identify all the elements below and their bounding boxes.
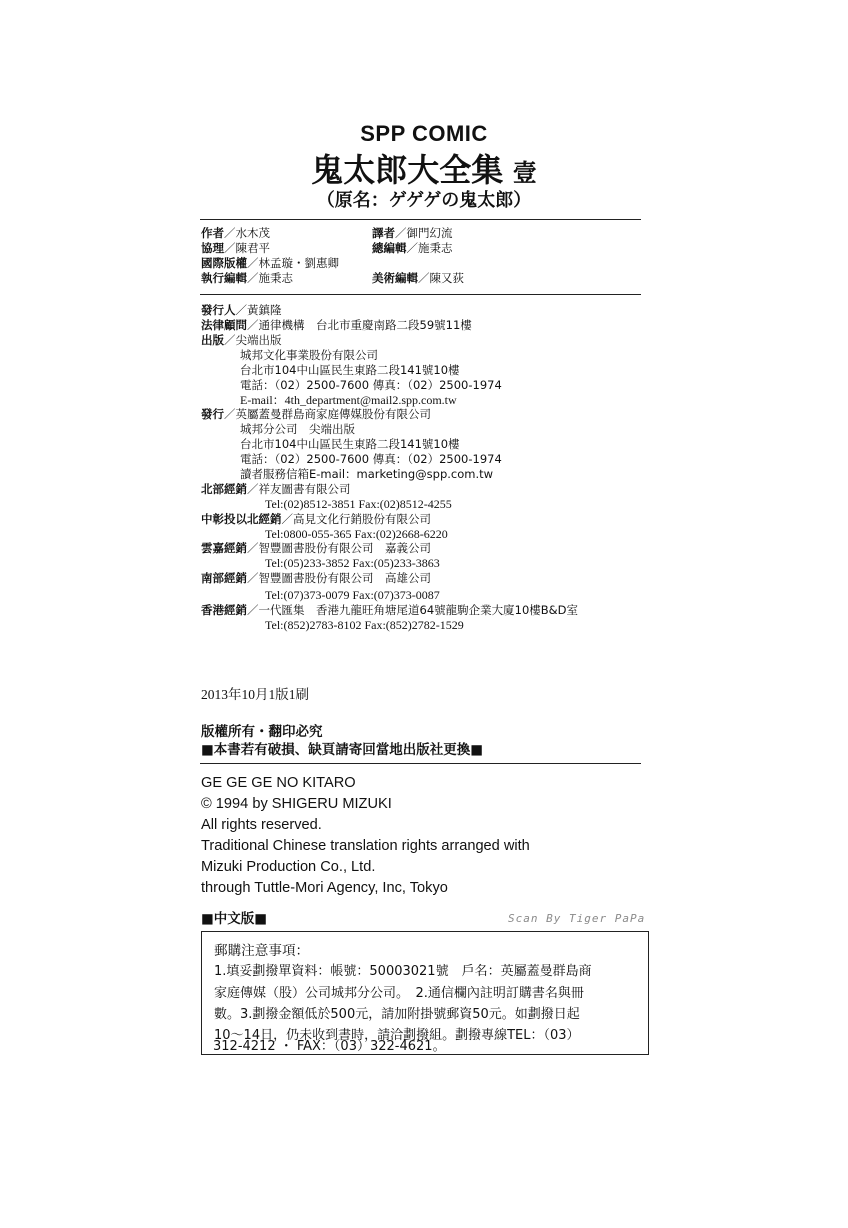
notice-last-line: 312-4212 ・ FAX：（03）322-4621。: [213, 1039, 446, 1054]
notice-title: 郵購注意事項：: [214, 943, 310, 959]
distributor-contact: Tel:(07)373-0079 Fax:(07)373-0087: [265, 588, 440, 602]
divider: [200, 294, 641, 295]
distributor-contact: Tel:0800-055-365 Fax:(02)2668-6220: [265, 527, 448, 541]
distribution: 發行／英屬蓋曼群島商家庭傳媒股份有限公司: [201, 407, 431, 421]
rights-reserved: 版權所有・翻印必究: [201, 724, 323, 740]
damage-notice: ■本書若有破損、缺頁請寄回當地出版社更換■: [201, 742, 484, 758]
divider: [200, 219, 641, 220]
english-line: GE GE GE NO KITARO: [201, 775, 356, 791]
credit-coordinator: 協理／陳君平: [201, 241, 270, 255]
book-title: [0, 145, 848, 191]
book-title-main: 鬼太郎大全集: [311, 151, 504, 189]
credit-exec-editor: 執行編輯／施秉志: [201, 271, 293, 285]
publisher-line: 電話：（02）2500-7600 傳真：（02）2500-1974: [240, 378, 502, 392]
publisher-line: 城邦文化事業股份有限公司: [240, 348, 378, 362]
english-line: All rights reserved.: [201, 817, 322, 833]
original-title: （原名：ゲゲゲの鬼太郎）: [316, 190, 532, 211]
distributor-chiayi: 雲嘉經銷／智豐圖書股份有限公司 嘉義公司: [201, 541, 431, 555]
notice-line: 家庭傳媒（股）公司城邦分公司。 2.通信欄內註明訂購書名與冊: [214, 986, 584, 1001]
distributor-north: 北部經銷／祥友圖書有限公司: [201, 482, 351, 496]
english-line: © 1994 by SHIGERU MIZUKI: [201, 796, 392, 812]
chinese-edition: ■中文版■: [201, 911, 268, 927]
issuer: 發行人／黃鎮隆: [201, 303, 282, 317]
english-line: Mizuki Production Co., Ltd.: [201, 859, 376, 875]
distributor-contact: Tel:(02)8512-3851 Fax:(02)8512-4255: [265, 497, 452, 511]
credit-art-editor: 美術編輯／陳又荻: [372, 271, 464, 285]
legal-counsel: 法律顧問／通律機構 台北市重慶南路二段59號11樓: [201, 318, 472, 332]
publisher-email: E-mail：4th_department@mail2.spp.com.tw: [240, 393, 457, 407]
distribution-email: 讀者服務信箱E-mail：marketing@spp.com.tw: [240, 467, 494, 481]
publisher-line: 台北市104中山區民生東路二段141號10樓: [240, 363, 460, 377]
notice-line: 10～14日，仍未收到書時，請洽劃撥組。劃撥專線TEL：（03）: [214, 1028, 580, 1043]
series-name: SPP COMIC: [360, 121, 488, 146]
distributor-hongkong: 香港經銷／一代匯集 香港九龍旺角塘尾道64號龍駒企業大廈10樓B&D室: [201, 603, 578, 617]
distributor-central: 中彰投以北經銷／高見文化行銷股份有限公司: [201, 512, 431, 526]
distributor-contact: Tel:(05)233-3852 Fax:(05)233-3863: [265, 556, 440, 570]
publisher-name: 出版／尖端出版: [201, 333, 282, 347]
distribution-line: 城邦分公司 尖端出版: [240, 422, 355, 436]
distribution-line: 台北市104中山區民生東路二段141號10樓: [240, 437, 460, 451]
notice-line: 數。3.劃撥金額低於500元，請加附掛號郵資50元。如劃撥日起: [214, 1007, 580, 1022]
english-line: through Tuttle-Mori Agency, Inc, Tokyo: [201, 880, 448, 896]
credit-translator: 譯者／御門幻流: [372, 226, 453, 240]
credit-author: 作者／水木茂: [201, 226, 270, 240]
divider: [200, 763, 641, 764]
distribution-line: 電話：（02）2500-7600 傳真：（02）2500-1974: [240, 452, 502, 466]
credit-chief-editor: 總編輯／施秉志: [372, 241, 453, 255]
distributor-contact: Tel:(852)2783-8102 Fax:(852)2782-1529: [265, 618, 464, 632]
notice-line: 1.填妥劃撥單資料：帳號：50003021號 戶名：英屬蓋曼群島商: [214, 964, 592, 979]
book-volume: 壹: [512, 159, 537, 187]
distributor-south: 南部經銷／智豐圖書股份有限公司 高雄公司: [201, 571, 431, 585]
edition-date: 2013年10月1版1刷: [201, 687, 309, 702]
credit-intl-rights: 國際版權／林孟璇・劉惠卿: [201, 256, 339, 270]
scan-credit: Scan By Tiger PaPa: [508, 912, 646, 925]
english-line: Traditional Chinese translation rights arranged with: [201, 838, 530, 854]
